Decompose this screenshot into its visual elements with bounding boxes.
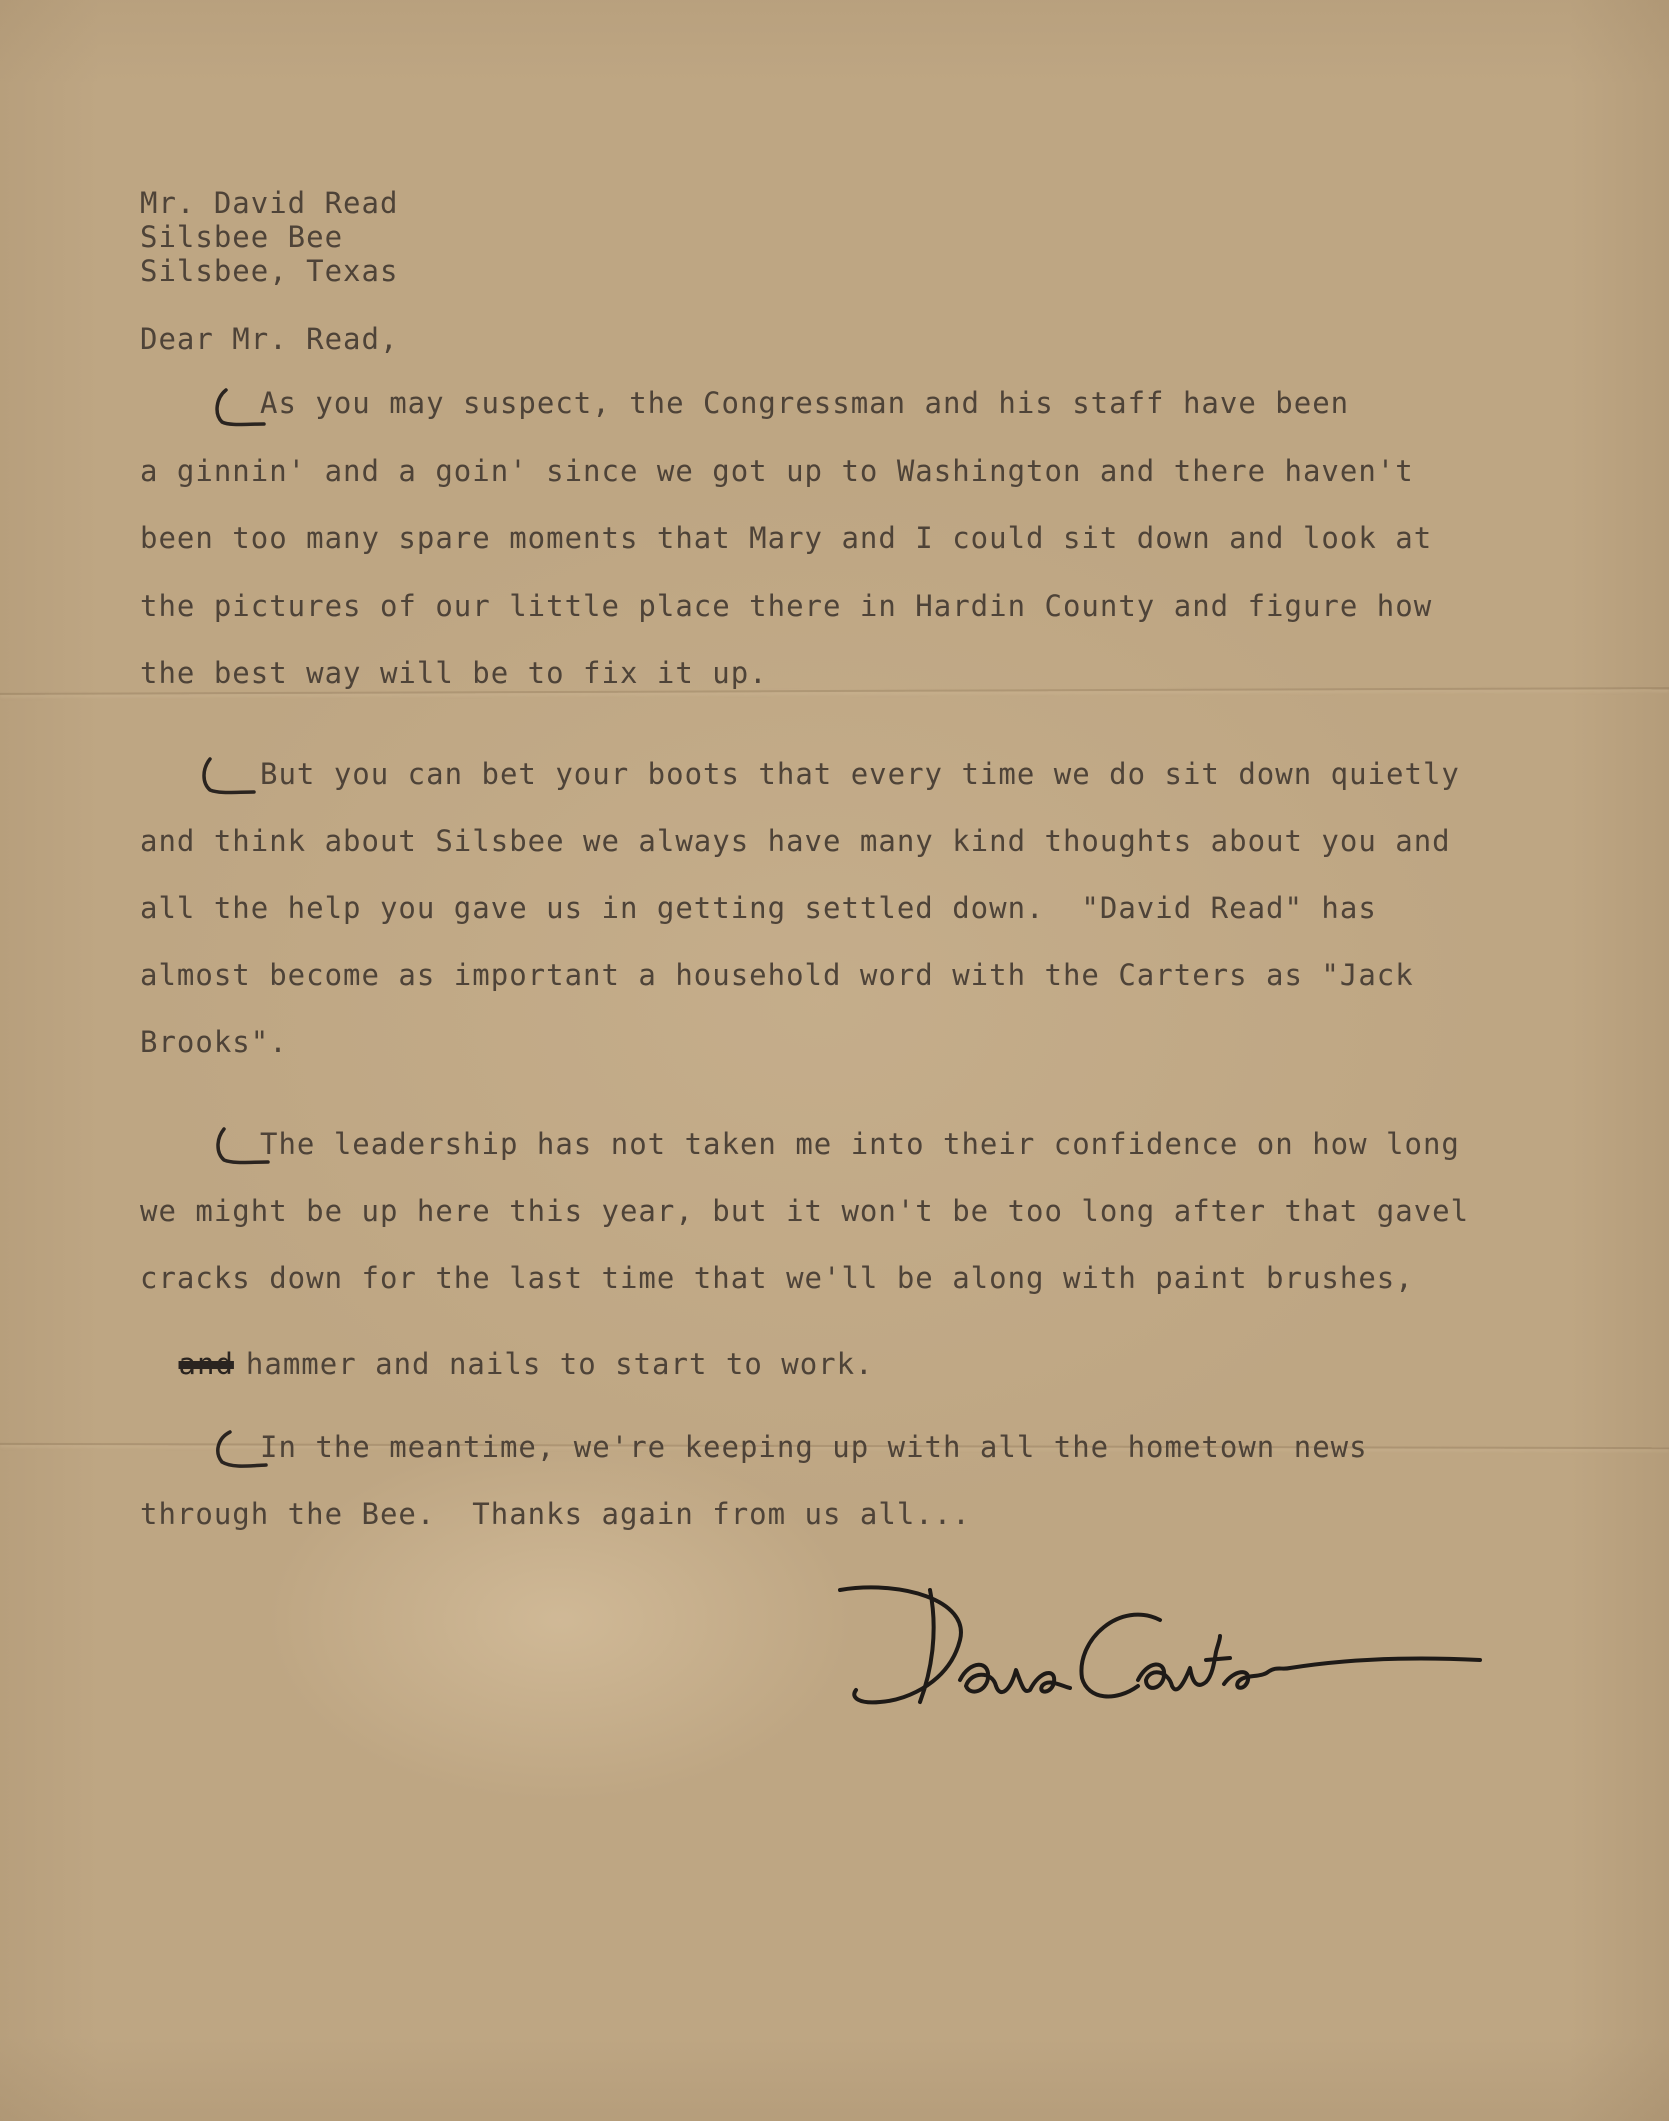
paragraph-2-line-5: Brooks".: [140, 1025, 288, 1059]
paragraph-3-line-2: we might be up here this year, but it won't be too long after that gavel: [140, 1194, 1470, 1228]
paragraph-2-line-3: all the help you gave us in getting settled down. "David Read" has: [140, 891, 1377, 925]
paragraph-1-line-1: As you may suspect, the Congressman and his staff have been: [260, 386, 1350, 420]
paragraph-2-line-4: almost become as important a household word with the Carters as "Jack: [140, 958, 1414, 992]
paragraph-1-line-3: been too many spare moments that Mary and I could sit down and look at: [140, 521, 1433, 555]
paragraph-1-line-2: a ginnin' and a goin' since we got up to Washington and there haven't: [140, 454, 1414, 488]
address-line-3: Silsbee, Texas: [140, 254, 399, 288]
struck-word: and: [178, 1347, 234, 1381]
paragraph-3-line-1: The leadership has not taken me into their confidence on how long: [260, 1127, 1460, 1161]
paragraph-3-line-4-row: [140, 1328, 874, 1400]
paragraph-1-line-5: the best way will be to fix it up.: [140, 656, 768, 690]
paragraph-mark-2: [198, 757, 258, 797]
salutation: Dear Mr. Read,: [140, 322, 399, 356]
paragraph-2-line-1: But you can bet your boots that every time we do sit down quietly: [260, 757, 1460, 791]
paragraph-3-line-4: hammer and nails to start to work.: [245, 1347, 874, 1381]
paragraph-1-line-4: the pictures of our little place there in Hardin County and figure how: [140, 589, 1433, 623]
paragraph-2-line-2: and think about Silsbee we always have many kind thoughts about you and: [140, 824, 1451, 858]
paragraph-3-line-3: cracks down for the last time that we'll be along with paint brushes,: [140, 1261, 1414, 1295]
paragraph-4-line-2: through the Bee. Thanks again from us all...: [140, 1497, 971, 1531]
address-line-2: Silsbee Bee: [140, 220, 344, 254]
address-line-1: Mr. David Read: [140, 186, 399, 220]
handwritten-signature: [820, 1560, 1520, 1740]
paragraph-4-line-1: In the meantime, we're keeping up with all the hometown news: [260, 1430, 1368, 1464]
